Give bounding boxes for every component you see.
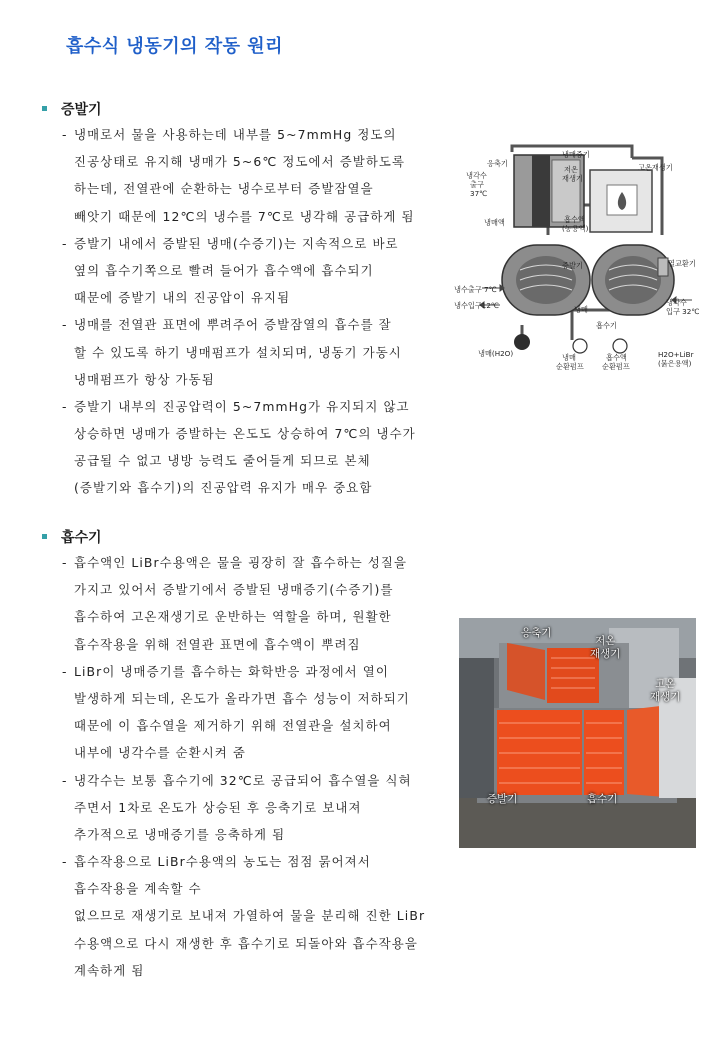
section-heading-text: 증발기 [61, 102, 102, 118]
diagram-label-conc-sol-2: (농용액) [562, 224, 589, 233]
text-line [62, 420, 416, 447]
text-line-content: 흡수하여 고온재생기로 운반하는 역할을 하며, 원활한 [74, 609, 392, 625]
section-heading-absorber [42, 527, 102, 547]
text-line-content: 발생하게 되는데, 온도가 올라가면 흡수 성능이 저하되기 [74, 690, 410, 706]
text-line-content: 냉각수는 보통 흡수기에 32℃로 공급되어 흡수열을 식혀 [74, 772, 412, 788]
diagram-label-evaporator: 증발기 [562, 261, 583, 270]
text-line [62, 902, 425, 929]
text-line [62, 230, 416, 257]
diagram-label-cw-out-1: 냉각수 [466, 171, 487, 180]
text-line-content: 빼앗기 때문에 12℃의 냉수를 7℃로 냉각해 공급하게 됨 [74, 208, 415, 224]
absorption-chiller-diagram [452, 140, 700, 375]
text-line-content: 때문에 증발기 내의 진공압이 유지됨 [74, 290, 291, 306]
text-line-content: 계속하게 됨 [74, 962, 145, 978]
text-line-content: 상승하면 냉매가 증발하는 온도도 상승하여 7℃의 냉수가 [74, 426, 416, 442]
text-line [62, 339, 416, 366]
absorber-text-block [62, 549, 425, 984]
text-line [62, 284, 416, 311]
text-line [62, 203, 416, 230]
photo-label-high-gen-1: 고온 [655, 678, 676, 690]
dash-bullet: - [62, 317, 68, 333]
text-line-content: 수용액으로 다시 재생한 후 흡수기로 되돌아와 흡수작용을 [74, 935, 418, 951]
text-line [62, 631, 425, 658]
diagram-label-refrigerant-vapor: 냉매증기 [562, 150, 590, 159]
text-line [62, 739, 425, 766]
text-line [62, 658, 425, 685]
text-line-content: 옆의 흡수기쪽으로 빨려 들어가 흡수액에 흡수되기 [74, 262, 374, 278]
text-line [62, 957, 425, 984]
text-line-content: (증발기와 흡수기)의 진공압력 유지가 매우 중요함 [74, 480, 373, 496]
dash-bullet: - [62, 854, 68, 870]
text-line-content: 주면서 1차로 온도가 상승된 후 응축기로 보내져 [74, 799, 362, 815]
text-line [62, 685, 425, 712]
dash-bullet: - [62, 772, 68, 788]
diagram-label-cw-in-1: 냉각수 [666, 298, 687, 307]
photo-label-absorber: 흡수기 [587, 793, 618, 805]
diagram-label-water: 냉매(H2O) [478, 349, 514, 358]
square-bullet-icon [42, 106, 47, 111]
text-line-content: 흡수작용으로 LiBr수용액의 농도는 점점 묽어져서 [74, 854, 371, 870]
photo-label-low-gen [590, 635, 620, 661]
text-line [62, 393, 416, 420]
text-line-content: LiBr이 냉매증기를 흡수하는 화학반응 과정에서 열이 [74, 663, 389, 679]
page-title: 흡수식 냉동기의 작동 원리 [66, 36, 284, 57]
text-line [62, 821, 425, 848]
text-line [62, 311, 416, 338]
section-heading-text: 흡수기 [61, 530, 102, 546]
chiller-photo [459, 618, 696, 848]
diagram-label-chw-out: 냉수출구 7℃ [454, 285, 497, 294]
text-line-content: 흡수작용을 위해 전열관 표면에 흡수액이 뿌려짐 [74, 636, 361, 652]
diagram-label-libr-1: H2O+LiBr [658, 350, 694, 359]
diagram-label-refrigerant: 냉매 [574, 305, 588, 314]
dash-bullet: - [62, 555, 68, 570]
text-line-content: 진공상태로 유지해 냉매가 5~6℃ 정도에서 증발하도록 [74, 154, 406, 170]
text-line-content: 공급될 수 없고 냉방 능력도 줄어들게 되므로 본체 [74, 453, 371, 469]
diagram-label-heat-exchanger: 열교환기 [668, 259, 696, 268]
text-line [62, 121, 416, 148]
photo-label-high-gen [650, 678, 680, 704]
photo-label-low-gen-2: 재생기 [590, 648, 621, 660]
text-line-content: 내부에 냉각수를 순환시켜 줌 [74, 745, 246, 761]
text-line [62, 576, 425, 603]
text-line-content: 때문에 이 흡수열을 제거하기 위해 전열관을 설치하여 [74, 718, 392, 734]
diagram-label-sol-pump-2: 순환펌프 [602, 362, 630, 371]
diagram-label-cw-in-2: 입구 32℃ [666, 307, 700, 316]
evaporator-text-block [62, 121, 416, 502]
photo-label-high-gen-2: 재생기 [650, 691, 681, 703]
text-line-content: 냉매를 전열관 표면에 뿌려주어 증발잠열의 흡수를 잘 [74, 317, 392, 333]
diagram-label-condenser: 응축기 [487, 159, 508, 168]
text-line-content: 없으므로 재생기로 보내져 가열하여 물을 분리해 진한 LiBr [74, 908, 426, 924]
text-line [62, 549, 425, 576]
text-line [62, 930, 425, 957]
text-line [62, 474, 416, 501]
text-line-content: 가지고 있어서 증발기에서 증발된 냉매증기(수증기)를 [74, 582, 394, 598]
text-line-content: 냉매펌프가 항상 가동됨 [74, 371, 215, 387]
text-line-content: 흡수작용을 계속할 수 [74, 881, 202, 897]
dash-bullet: - [62, 235, 68, 251]
dash-bullet: - [62, 663, 68, 679]
text-line-content: 증발기 내에서 증발된 냉매(수증기)는 지속적으로 바로 [74, 235, 399, 251]
diagram-label-cw-out-3: 37℃ [470, 189, 488, 198]
text-line [62, 447, 416, 474]
diagram-label-high-gen: 고온재생기 [638, 163, 673, 172]
diagram-label-cw-out-2: 출구 [470, 180, 484, 189]
text-line [62, 767, 425, 794]
diagram-label-ref-pump-2: 순환펌프 [556, 362, 584, 371]
text-line [62, 712, 425, 739]
photo-label-evaporator: 증발기 [487, 793, 518, 805]
diagram-label-absorber: 흡수기 [596, 321, 617, 330]
text-line [62, 603, 425, 630]
dash-bullet: - [62, 127, 68, 142]
text-line-content: 추가적으로 냉매증기를 응축하게 됨 [74, 826, 286, 842]
diagram-label-refrigerant-liquid: 냉매액 [484, 218, 505, 227]
photo-label-condenser: 응축기 [521, 627, 552, 639]
text-line [62, 794, 425, 821]
text-line [62, 366, 416, 393]
diagram-label-conc-sol-1: 흡수액 [564, 215, 585, 224]
diagram-label-sol-pump-1: 흡수액 [606, 353, 627, 362]
diagram-label-chw-in: 냉수입구12℃ [454, 301, 499, 310]
text-line [62, 175, 416, 202]
text-line-content: 증발기 내부의 진공압력이 5~7mmHg가 유지되지 않고 [74, 398, 410, 414]
dash-bullet: - [62, 398, 68, 414]
diagram-label-ref-pump-1: 냉매 [562, 353, 576, 362]
text-line [62, 848, 425, 875]
text-line [62, 257, 416, 284]
section-heading-evaporator [42, 99, 102, 119]
text-line-content: 하는데, 전열관에 순환하는 냉수로부터 증발잠열을 [74, 181, 374, 197]
diagram-label-low-gen-2: 재생기 [562, 174, 583, 183]
diagram-label-libr-2: (묽은용액) [658, 359, 692, 368]
square-bullet-icon [42, 534, 47, 539]
text-line-content: 할 수 있도록 하기 냉매펌프가 설치되며, 냉동기 가동시 [74, 344, 402, 360]
text-line-content: 흡수액인 LiBr수용액은 물을 굉장히 잘 흡수하는 성질을 [74, 555, 408, 570]
text-line [62, 148, 416, 175]
diagram-label-low-gen-1: 저온 [564, 165, 578, 174]
text-line-content: 냉매로서 물을 사용하는데 내부를 5~7mmHg 정도의 [74, 127, 397, 142]
text-line [62, 875, 425, 902]
photo-label-low-gen-1: 저온 [595, 635, 616, 647]
